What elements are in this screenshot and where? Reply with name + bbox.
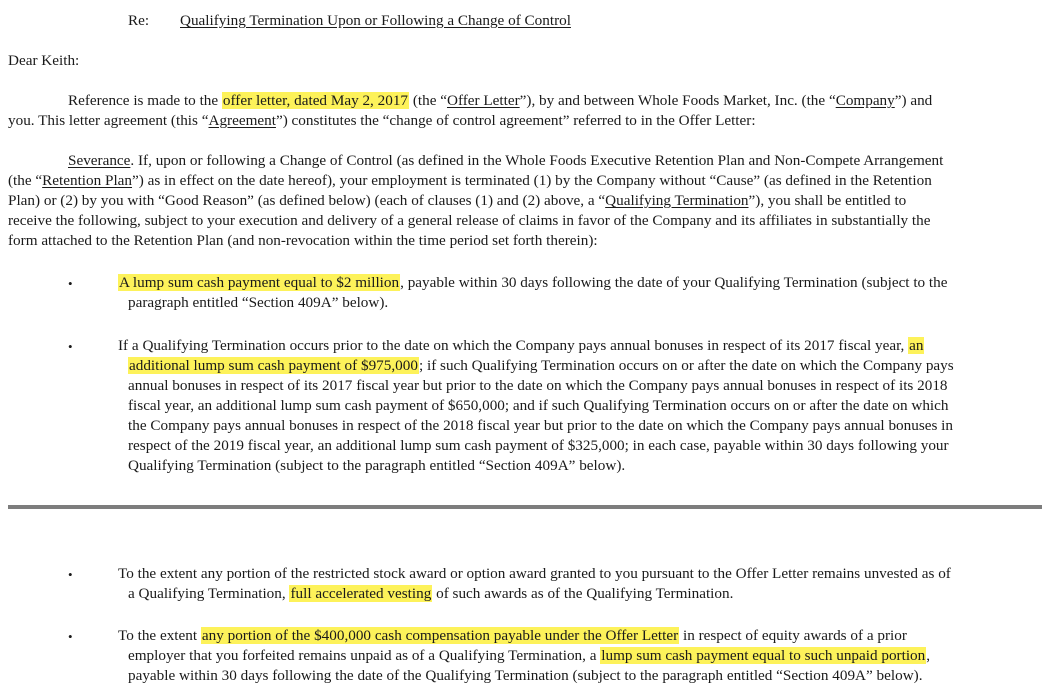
bullet1-line2: paragraph entitled “Section 409A” below). <box>128 294 389 311</box>
bullet-marker: • <box>68 629 73 644</box>
bullet2-line6: respect of the 2019 fiscal year, an additional lump sum cash payment of $325,000; in each case, payable within 30 days following your <box>128 437 949 454</box>
bullet-marker: • <box>68 276 73 291</box>
bullet2-line5: the Company pays annual bonuses in respect of the 2018 fiscal year but prior to the date on which the Company pays annual bonuses in <box>128 417 953 434</box>
highlight-offer-letter-date: offer letter, dated May 2, 2017 <box>222 92 409 109</box>
defined-term-company: Company <box>835 92 895 109</box>
defined-term-offer-letter: Offer Letter <box>446 92 520 109</box>
re-prefix: Re: <box>128 12 150 29</box>
bullet2-line4: fiscal year, an additional lump sum cash payment of $650,000; and if such Qualifying Termination occurs on or after the date on which <box>128 397 949 414</box>
severance-line5: form attached to the Retention Plan (and non-revocation within the time period set forth therein): <box>8 232 598 249</box>
severance-heading: Severance <box>68 152 131 169</box>
defined-term-retention-plan: Retention Plan <box>42 172 133 189</box>
para1-line2: you. This letter agreement (this “Agreement”) constitutes the “change of control agreement” referred to in the Offer Letter: <box>8 112 756 129</box>
bullet2-line3: annual bonuses in respect of its 2017 fiscal year but prior to the date on which the Company pays annual bonuses in respect of its 2018 <box>128 377 948 394</box>
page-divider <box>8 505 1042 509</box>
salutation: Dear Keith: <box>8 52 80 69</box>
bullet4-line3: payable within 30 days following the date of the Qualifying Termination (subject to the paragraph entitled “Section 409A” below). <box>128 667 923 684</box>
defined-term-qualifying-termination: Qualifying Termination <box>605 192 749 209</box>
bullet3-line1: To the extent any portion of the restricted stock award or option award granted to you pursuant to the Offer Letter remains unvested as of <box>118 565 951 582</box>
bullet-marker: • <box>68 567 73 582</box>
bullet4-line2: employer that you forfeited remains unpaid as of a Qualifying Termination, a lump sum cash payment equal to such unpaid portion, <box>128 647 931 664</box>
highlight-full-accelerated-vesting: full accelerated vesting <box>290 585 432 602</box>
severance-line4: receive the following, subject to your execution and delivery of a general release of claims in favor of the Company and its affiliates in substantially the <box>8 212 931 229</box>
highlight-additional-975k: additional lump sum cash payment of $975,000 <box>129 357 418 374</box>
bullet1-line1: A lump sum cash payment equal to $2 million, payable within 30 days following the date of your Qualifying Termination (subject to the <box>119 274 948 291</box>
para1-line1: Reference is made to the offer letter, dated May 2, 2017 (the “Offer Letter”), by and between Whole Foods Market, Inc. (the “Company”) and <box>68 92 933 109</box>
bullet2-line1: If a Qualifying Termination occurs prior to the date on which the Company pays annual bonuses in respect of its 2017 fiscal year, an <box>118 337 924 354</box>
highlight-400k-cash-compensation: any portion of the $400,000 cash compensation payable under the Offer Letter <box>201 627 679 644</box>
severance-line3: Plan) or (2) by you with “Good Reason” (as defined below) (each of clauses (1) and (2) above, a “Qualifying Termination”), you shall be entitled to <box>8 192 907 209</box>
bullet2-line7: Qualifying Termination (subject to the paragraph entitled “Section 409A” below). <box>128 457 626 474</box>
bullet-marker: • <box>68 339 73 354</box>
highlight-lump-sum-2m: A lump sum cash payment equal to $2 million <box>119 274 400 291</box>
bullet3-line2: a Qualifying Termination, full accelerated vesting of such awards as of the Qualifying Termination. <box>128 585 734 602</box>
severance-line2: (the “Retention Plan”) as in effect on the date hereof), your employment is terminated (1) by the Company without “Cause” (as defined in the Retention <box>8 172 932 189</box>
re-line <box>128 11 149 31</box>
severance-line1: Severance. If, upon or following a Change of Control (as defined in the Whole Foods Executive Retention Plan and Non-Compete Arrangement <box>68 152 944 169</box>
re-subject: Qualifying Termination Upon or Following a Change of Control <box>180 12 571 29</box>
bullet2-line2: additional lump sum cash payment of $975,000; if such Qualifying Termination occurs on or after the date on which the Company pays <box>129 357 954 374</box>
bullet4-line1: To the extent any portion of the $400,000 cash compensation payable under the Offer Letter in respect of equity awards of a prior <box>118 627 907 644</box>
highlight-an: an <box>909 337 924 354</box>
defined-term-agreement: Agreement <box>208 112 276 129</box>
highlight-unpaid-portion: lump sum cash payment equal to such unpaid portion <box>601 647 926 664</box>
